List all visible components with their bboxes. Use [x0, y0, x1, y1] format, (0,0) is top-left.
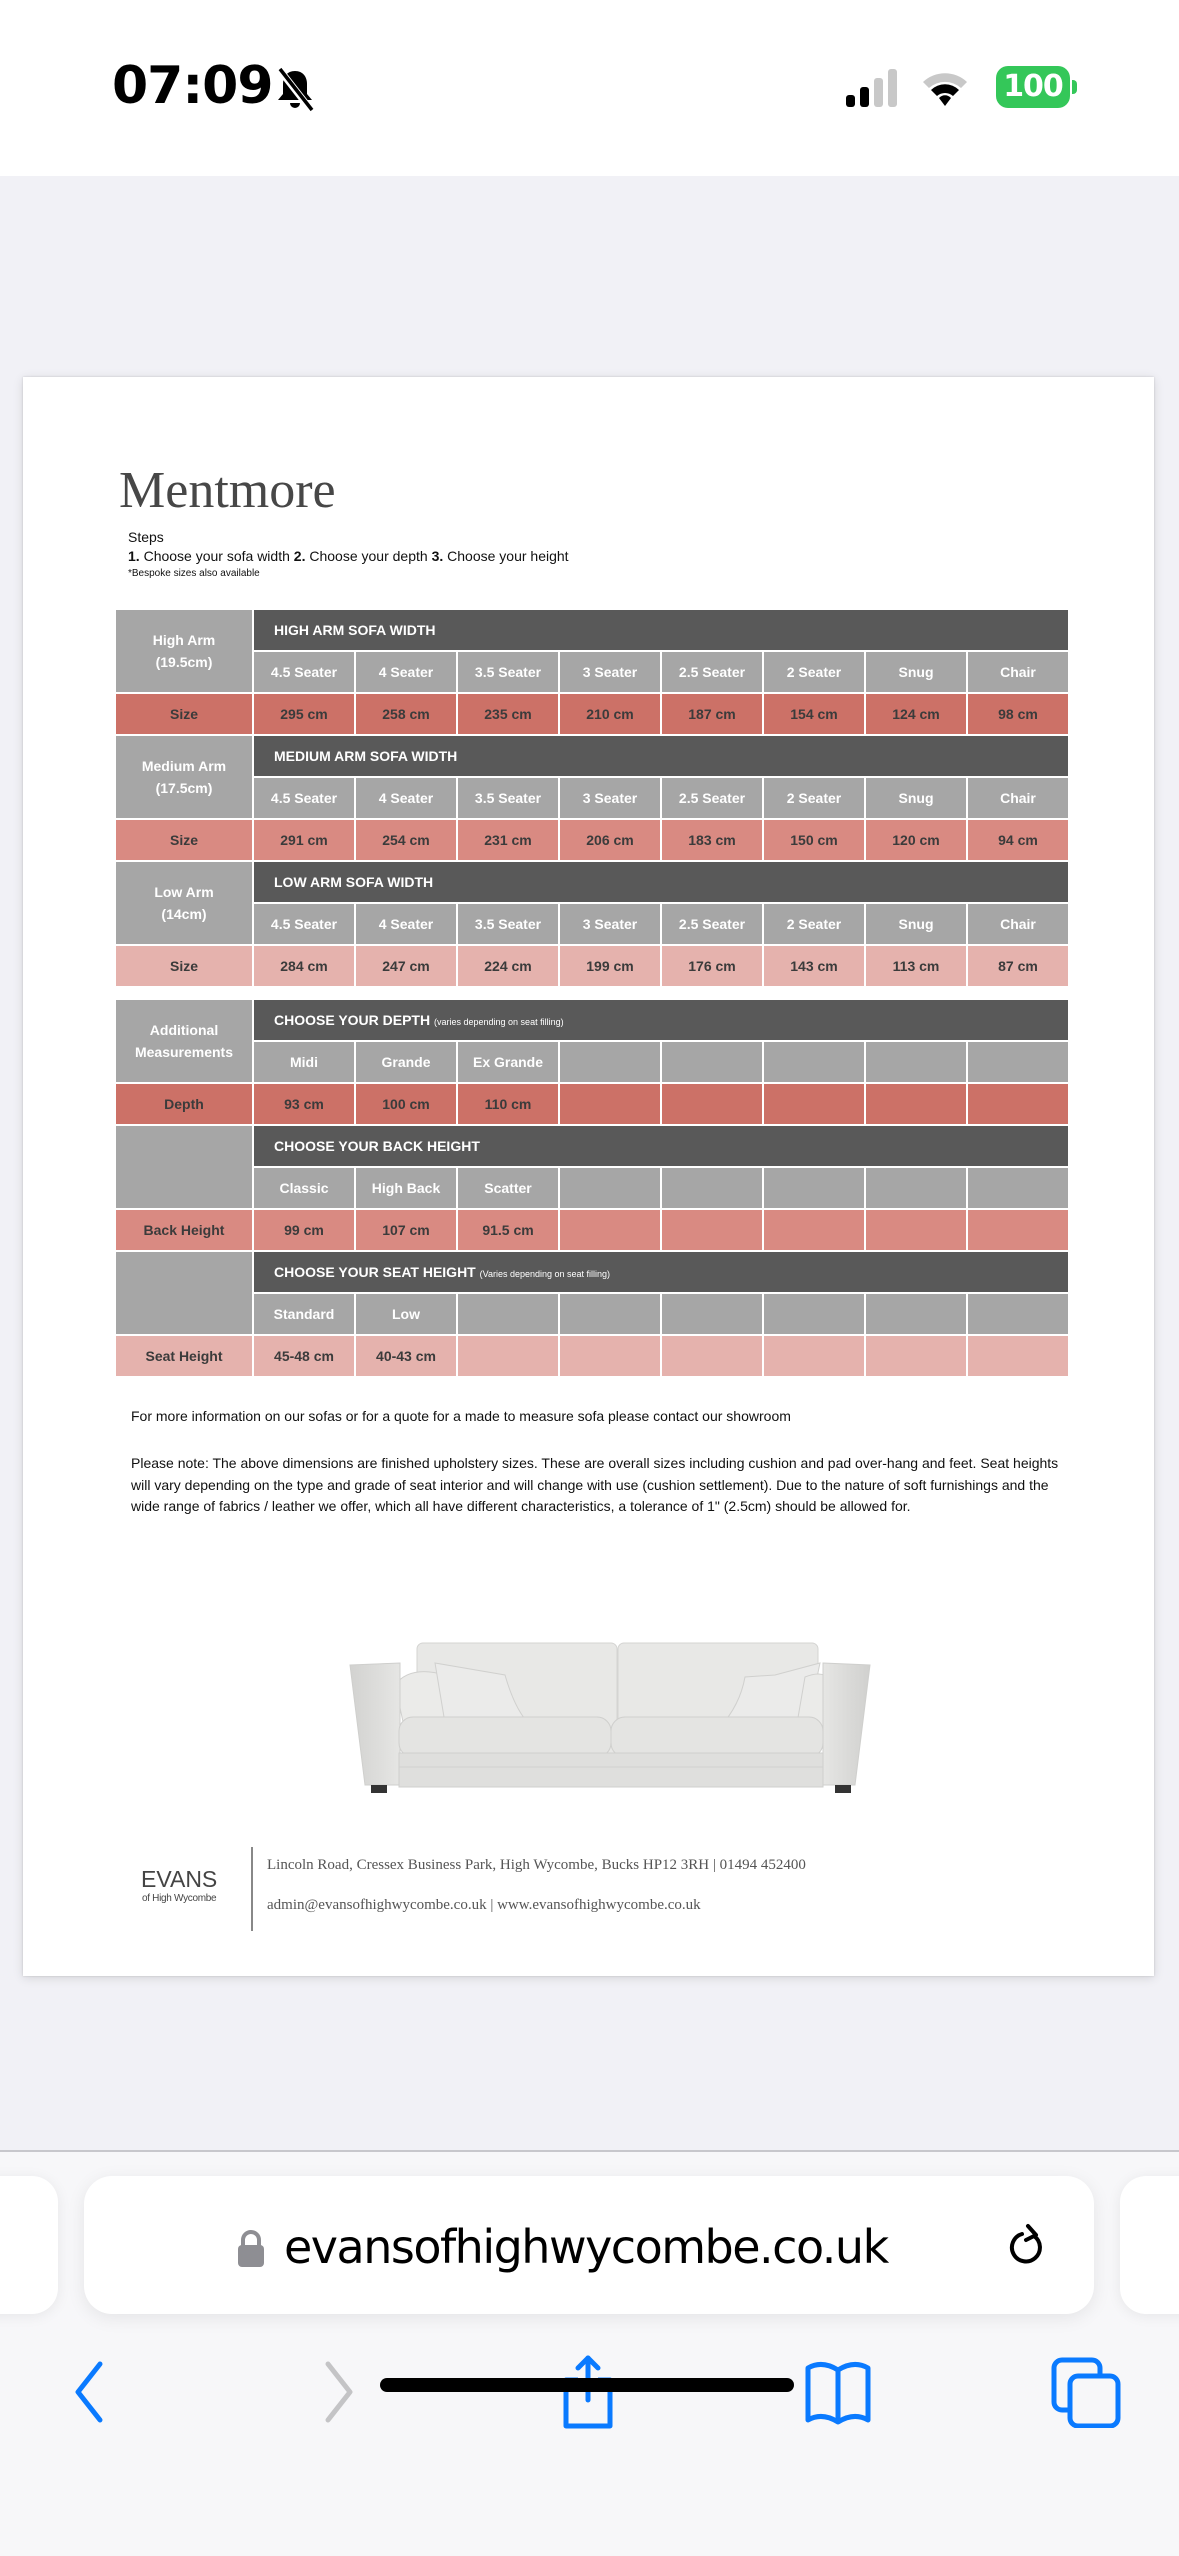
chevron-left-icon — [68, 2360, 108, 2424]
column-header: Midi — [253, 1041, 355, 1083]
bespoke-note: *Bespoke sizes also available — [128, 568, 260, 579]
measurement-value — [967, 1209, 1069, 1251]
column-header: 3 Seater — [559, 777, 661, 819]
forward-button[interactable] — [300, 2352, 380, 2432]
size-table — [114, 608, 1070, 1378]
size-value: 124 cm — [865, 693, 967, 735]
please-note-text: Please note: The above dimensions are finished upholstery sizes. These are overall sizes including cushion and pad over-hang and feet. Seat heights will vary depending on the type and grade of seat interior and will change with use (cushion settlement). Due to the nature of soft furnishings and the wide range of fabrics / leather we offer, which all have different characteristics, a tolerance of 1" (2.5cm) should be allowed for. — [131, 1455, 1059, 1514]
footer-contact: admin@evansofhighwycombe.co.uk | www.evansofhighwycombe.co.uk — [267, 1897, 701, 1913]
size-row — [115, 945, 1069, 987]
status-bar — [0, 0, 1179, 176]
section-heading — [253, 609, 1069, 651]
column-header-row — [115, 1167, 1069, 1209]
step-number: 3. — [431, 548, 444, 564]
size-value: 258 cm — [355, 693, 457, 735]
column-header: 2.5 Seater — [661, 777, 763, 819]
section-heading-text: CHOOSE YOUR DEPTH — [274, 1012, 431, 1028]
battery-level: 100 — [996, 66, 1070, 108]
chevron-right-icon — [320, 2360, 360, 2424]
column-header: 2 Seater — [763, 651, 865, 693]
steps-label: Steps — [128, 529, 164, 545]
column-header: 3 Seater — [559, 903, 661, 945]
column-header: 4.5 Seater — [253, 903, 355, 945]
size-value: 231 cm — [457, 819, 559, 861]
bookmarks-button[interactable] — [798, 2352, 878, 2432]
column-header: Snug — [865, 777, 967, 819]
measurement-row — [115, 1083, 1069, 1125]
size-value: 295 cm — [253, 693, 355, 735]
share-button[interactable] — [548, 2352, 628, 2432]
section-label-line2: (19.5cm) — [155, 654, 213, 670]
measurement-value — [865, 1083, 967, 1125]
measurement-value — [967, 1083, 1069, 1125]
evans-logo — [141, 1866, 217, 1904]
section-label-line1: Medium Arm — [141, 758, 227, 774]
more-info-text: For more information on our sofas or for a quote for a made to measure sofa please contact our showroom — [131, 1408, 791, 1424]
measurement-value: 110 cm — [457, 1083, 559, 1125]
column-header: Scatter — [457, 1167, 559, 1209]
size-row — [115, 819, 1069, 861]
row-label: Depth — [115, 1083, 253, 1125]
column-header: Snug — [865, 651, 967, 693]
column-header-row — [115, 651, 1069, 693]
size-value: 224 cm — [457, 945, 559, 987]
size-value: 150 cm — [763, 819, 865, 861]
column-header: 3.5 Seater — [457, 903, 559, 945]
column-header: 2 Seater — [763, 903, 865, 945]
lock-icon — [236, 2230, 266, 2268]
column-header — [559, 1293, 661, 1335]
row-label: Seat Height — [115, 1335, 253, 1377]
column-header: 2.5 Seater — [661, 651, 763, 693]
section-label-line2: (14cm) — [161, 906, 207, 922]
pdf-page — [23, 377, 1154, 1976]
section-heading-text: CHOOSE YOUR BACK HEIGHT — [274, 1138, 480, 1154]
size-value: 210 cm — [559, 693, 661, 735]
measurement-value: 100 cm — [355, 1083, 457, 1125]
size-value: 284 cm — [253, 945, 355, 987]
section-label-line2: (17.5cm) — [155, 780, 213, 796]
bell-slash-icon — [273, 66, 317, 112]
section-label-line1: High Arm — [152, 632, 216, 648]
step-text: Choose your height — [443, 548, 569, 564]
column-header — [865, 1041, 967, 1083]
logo-brand: EVANS — [141, 1866, 218, 1892]
row-label: Size — [115, 945, 253, 987]
column-header: Standard — [253, 1293, 355, 1335]
next-tab-card[interactable] — [1120, 2176, 1179, 2314]
size-value: 154 cm — [763, 693, 865, 735]
column-header: 4.5 Seater — [253, 777, 355, 819]
column-header: 4.5 Seater — [253, 651, 355, 693]
size-value: 206 cm — [559, 819, 661, 861]
browser-toolbar — [0, 2150, 1179, 2556]
tabs-icon — [1050, 2356, 1122, 2428]
tabs-button[interactable] — [1046, 2352, 1126, 2432]
column-header — [661, 1041, 763, 1083]
section-heading — [253, 999, 1069, 1041]
column-header: 3.5 Seater — [457, 777, 559, 819]
measurement-value — [457, 1335, 559, 1377]
section-heading-text: LOW ARM SOFA WIDTH — [274, 874, 434, 890]
gap-cell — [115, 987, 1069, 999]
column-header: 3.5 Seater — [457, 651, 559, 693]
measurement-value — [661, 1209, 763, 1251]
column-header: Chair — [967, 903, 1069, 945]
size-value: 247 cm — [355, 945, 457, 987]
size-value: 87 cm — [967, 945, 1069, 987]
status-time: 07:09 — [112, 56, 273, 116]
step-text: Choose your depth — [305, 548, 432, 564]
column-header: 4 Seater — [355, 903, 457, 945]
column-header-row — [115, 903, 1069, 945]
measurement-value: 91.5 cm — [457, 1209, 559, 1251]
size-value: 183 cm — [661, 819, 763, 861]
size-value: 176 cm — [661, 945, 763, 987]
row-label: Size — [115, 693, 253, 735]
column-header: 4 Seater — [355, 651, 457, 693]
section-heading — [253, 1251, 1069, 1293]
size-value: 143 cm — [763, 945, 865, 987]
sofa-image — [335, 1595, 885, 1805]
measurement-value — [865, 1335, 967, 1377]
column-header: 3 Seater — [559, 651, 661, 693]
section-heading — [253, 861, 1069, 903]
measurement-value: 40-43 cm — [355, 1335, 457, 1377]
column-header — [967, 1041, 1069, 1083]
section-heading-text: CHOOSE YOUR SEAT HEIGHT — [274, 1264, 476, 1280]
previous-tab-card[interactable] — [0, 2176, 58, 2314]
section-heading-row — [115, 999, 1069, 1041]
column-header: 2.5 Seater — [661, 903, 763, 945]
section-label — [115, 735, 253, 819]
column-header-row — [115, 1293, 1069, 1335]
section-heading-text: MEDIUM ARM SOFA WIDTH — [274, 748, 458, 764]
step-number: 2. — [293, 548, 306, 564]
column-header: 4 Seater — [355, 777, 457, 819]
share-icon — [556, 2352, 620, 2432]
section-heading-text: HIGH ARM SOFA WIDTH — [274, 622, 436, 638]
row-label: Back Height — [115, 1209, 253, 1251]
section-label-empty — [115, 1251, 253, 1335]
signal-icon — [844, 69, 902, 107]
measurement-value — [661, 1335, 763, 1377]
step-number: 1. — [128, 548, 140, 564]
battery-tip — [1072, 80, 1077, 94]
column-header: Chair — [967, 651, 1069, 693]
measurement-value: 99 cm — [253, 1209, 355, 1251]
section-heading-note: (Varies depending on seat filling) — [479, 1269, 611, 1279]
size-value: 187 cm — [661, 693, 763, 735]
column-header — [967, 1167, 1069, 1209]
footer-divider — [251, 1847, 253, 1931]
measurement-value: 107 cm — [355, 1209, 457, 1251]
column-header-row — [115, 777, 1069, 819]
wifi-icon — [920, 68, 970, 108]
column-header: High Back — [355, 1167, 457, 1209]
size-value: 254 cm — [355, 819, 457, 861]
measurement-value: 45-48 cm — [253, 1335, 355, 1377]
measurement-value — [559, 1083, 661, 1125]
column-header — [661, 1293, 763, 1335]
column-header: Grande — [355, 1041, 457, 1083]
size-value: 235 cm — [457, 693, 559, 735]
section-heading-row — [115, 609, 1069, 651]
column-header: Chair — [967, 777, 1069, 819]
measurement-value — [763, 1209, 865, 1251]
measurement-row — [115, 1209, 1069, 1251]
section-label — [115, 861, 253, 945]
step-text: Choose your sofa width — [139, 548, 294, 564]
size-value: 291 cm — [253, 819, 355, 861]
book-icon — [802, 2356, 874, 2428]
reload-icon[interactable] — [1004, 2220, 1052, 2276]
size-value: 120 cm — [865, 819, 967, 861]
size-value: 98 cm — [967, 693, 1069, 735]
section-heading-row — [115, 861, 1069, 903]
section-label — [115, 609, 253, 693]
section-label-line2: Measurements — [134, 1044, 234, 1060]
logo-sub: of High Wycombe — [141, 1893, 217, 1904]
column-header — [865, 1293, 967, 1335]
footer-address: Lincoln Road, Cressex Business Park, High Wycombe, Bucks HP12 3RH | 01494 452400 — [267, 1857, 806, 1873]
column-header: 2 Seater — [763, 777, 865, 819]
measurement-value — [559, 1335, 661, 1377]
measurement-value — [763, 1083, 865, 1125]
measurement-value — [763, 1335, 865, 1377]
column-header — [763, 1167, 865, 1209]
column-header: Snug — [865, 903, 967, 945]
column-header: Low — [355, 1293, 457, 1335]
section-heading-row — [115, 1125, 1069, 1167]
table-gap — [115, 987, 1069, 999]
section-label-line1: Low Arm — [154, 884, 214, 900]
section-label-empty — [115, 1125, 253, 1209]
product-title: Mentmore — [119, 462, 336, 519]
column-header — [559, 1167, 661, 1209]
address-bar[interactable] — [84, 2176, 1094, 2314]
section-heading — [253, 735, 1069, 777]
measurement-value — [865, 1209, 967, 1251]
section-heading-row — [115, 1251, 1069, 1293]
url-text[interactable]: evansofhighwycombe.co.uk — [284, 2220, 888, 2274]
section-label-line1: Additional — [149, 1022, 219, 1038]
measurement-row — [115, 1335, 1069, 1377]
section-heading-row — [115, 735, 1069, 777]
column-header: Classic — [253, 1167, 355, 1209]
size-value: 94 cm — [967, 819, 1069, 861]
battery-icon — [996, 66, 1076, 108]
size-row — [115, 693, 1069, 735]
column-header: Ex Grande — [457, 1041, 559, 1083]
column-header — [763, 1293, 865, 1335]
home-indicator[interactable] — [380, 2378, 794, 2392]
size-value: 199 cm — [559, 945, 661, 987]
column-header — [661, 1167, 763, 1209]
column-header — [967, 1293, 1069, 1335]
back-button[interactable] — [48, 2352, 128, 2432]
section-heading-note: (varies depending on seat filling) — [434, 1017, 564, 1027]
measurement-value — [661, 1083, 763, 1125]
column-header — [865, 1167, 967, 1209]
measurement-value — [559, 1209, 661, 1251]
column-header — [763, 1041, 865, 1083]
measurement-value: 93 cm — [253, 1083, 355, 1125]
measurement-value — [967, 1335, 1069, 1377]
steps-list — [128, 548, 569, 564]
section-heading — [253, 1125, 1069, 1167]
size-value: 113 cm — [865, 945, 967, 987]
row-label: Size — [115, 819, 253, 861]
section-label — [115, 999, 253, 1083]
column-header — [457, 1293, 559, 1335]
column-header-row — [115, 1041, 1069, 1083]
column-header — [559, 1041, 661, 1083]
